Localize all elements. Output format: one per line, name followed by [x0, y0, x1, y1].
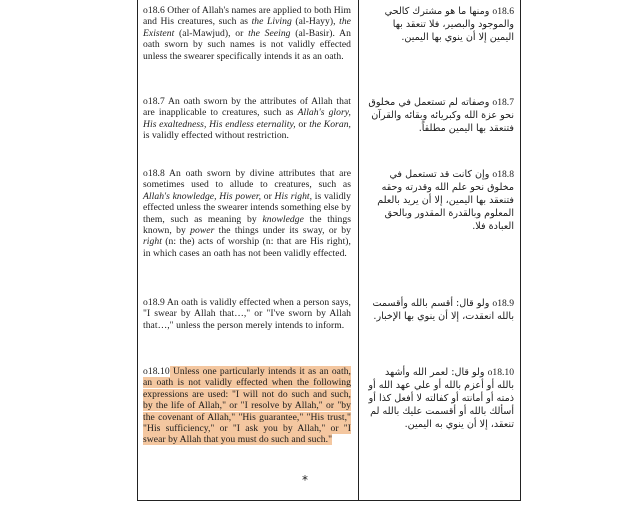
left-column-rule [137, 0, 138, 500]
right-column-rule [520, 0, 521, 500]
arabic-paragraph-o18-6 [366, 5, 514, 44]
paragraph-text: An oath is validly effected when a person says, "I swear by Allah that…," or "I've sworn by Allah that…," unless the person merely intends to inform. [143, 297, 351, 331]
italic-term: the Living [251, 16, 292, 28]
english-paragraph-o18-6 [143, 5, 351, 62]
arabic-text: ولو قال: أقسم بالله وأقسمت بالله انعقدت، إلا أن ينوي بها الإخبار. [372, 298, 514, 322]
arabic-text: ولو قال: لعمر الله وأشهد بالله أو أعزم بالله أو علي عهد الله أو ذمته أو أمانته أو كفالته لا أفعل كذا أو أسألك بالله أو أقسمت عليك بالله لم تنعقد، إلا أن ينوي به اليمين. [368, 367, 514, 430]
arabic-text: وإن كانت قد تستعمل في مخلوق نحو علم الله وقدرته وحقه فتنعقد بها اليمين، إلا أن يريد بالعلم المعلوم وبالقدرة المقدور وبالحق العبادة فلا. [377, 169, 514, 232]
highlighted-text: Unless one particularly intends it as an oath, an oath is not validly effected when the following expressions are used: "I will not do such and such, by the life of Allah," or "I resolve by Allah," or "by the covenant of Allah," "His guarantee," "His trust," "His sufficiency," or "I ask you by Allah," or "I swear by Allah that you must do such and such." [143, 366, 351, 446]
italic-term: His right, [274, 190, 313, 202]
paragraph-text: An oath sworn by divine attributes that are sometimes used to allude to creatures, such as [143, 168, 351, 191]
paragraph-text: (al-Hayy), [291, 16, 340, 28]
paragraph-text: is validly effected without restriction. [143, 130, 289, 142]
italic-term: knowledge [262, 213, 304, 225]
paragraph-text: Other of Allah's names are applied to both Him and His creatures, such as [143, 5, 351, 28]
section-number: o18.9 [492, 298, 514, 309]
section-number: o18.6 [492, 6, 514, 17]
paragraph-text: (al-Basir). An oath sworn by such names is not validly effected unless the swearer specifically intends it as an oath. [143, 27, 351, 62]
arabic-paragraph-o18-10 [366, 366, 514, 431]
english-paragraph-o18-8 [143, 168, 351, 259]
section-number: o18.6 [143, 5, 165, 16]
paragraph-text: the things under its sway, or by [214, 225, 352, 237]
italic-term: the Existent [143, 16, 351, 39]
arabic-text: وصفاته لم تستعمل في مخلوق نحو عزة الله وكبريائه وبقائه والقرآن فتنعقد بها اليمين مطلقاً. [368, 97, 514, 134]
section-number: o18.9 [143, 297, 165, 308]
italic-term: the Koran, [309, 118, 351, 130]
section-number: o18.8 [492, 169, 514, 180]
italic-term: power [190, 225, 215, 237]
arabic-text: ومنها ما هو مشترك كالحي والموجود والبصير، فلا تنعقد بها اليمين إلا أن ينوي بها اليمين. [384, 6, 514, 43]
center-column-rule [358, 0, 359, 500]
paragraph-text: or [261, 190, 275, 202]
italic-term: right [143, 236, 162, 248]
section-number: o18.10 [487, 367, 514, 378]
bottom-rule [137, 500, 521, 501]
paragraph-text: the things known, by [143, 213, 352, 237]
paragraph-text: is validly effected unless the swearer intends something else by them, such as meaning by [143, 190, 351, 225]
section-number: o18.7 [143, 96, 165, 107]
paragraph-text: or [295, 118, 310, 130]
paragraph-text: (n: the) acts of worship (n: that are His right), in which cases an oath has not been validly effected. [143, 236, 351, 259]
italic-term: Allah's glory, His exaltedness, His endless eternality, [143, 107, 351, 130]
section-number: o18.7 [492, 97, 514, 108]
english-paragraph-o18-10 [143, 366, 351, 446]
paragraph-text: An oath sworn by the attributes of Allah that are inapplicable to creatures, such as [143, 96, 351, 119]
arabic-paragraph-o18-8 [366, 168, 514, 233]
section-end-mark: * [302, 473, 308, 487]
arabic-paragraph-o18-7 [366, 96, 514, 135]
english-paragraph-o18-9 [143, 297, 351, 331]
paragraph-text: (al-Mawjud), or [174, 27, 249, 39]
italic-term: Allah's knowledge, His power, [143, 190, 262, 202]
italic-term: the Seeing [248, 27, 291, 39]
section-number: o18.10 [143, 366, 170, 377]
english-paragraph-o18-7 [143, 96, 351, 142]
section-number: o18.8 [143, 168, 165, 179]
arabic-paragraph-o18-9 [366, 297, 514, 323]
